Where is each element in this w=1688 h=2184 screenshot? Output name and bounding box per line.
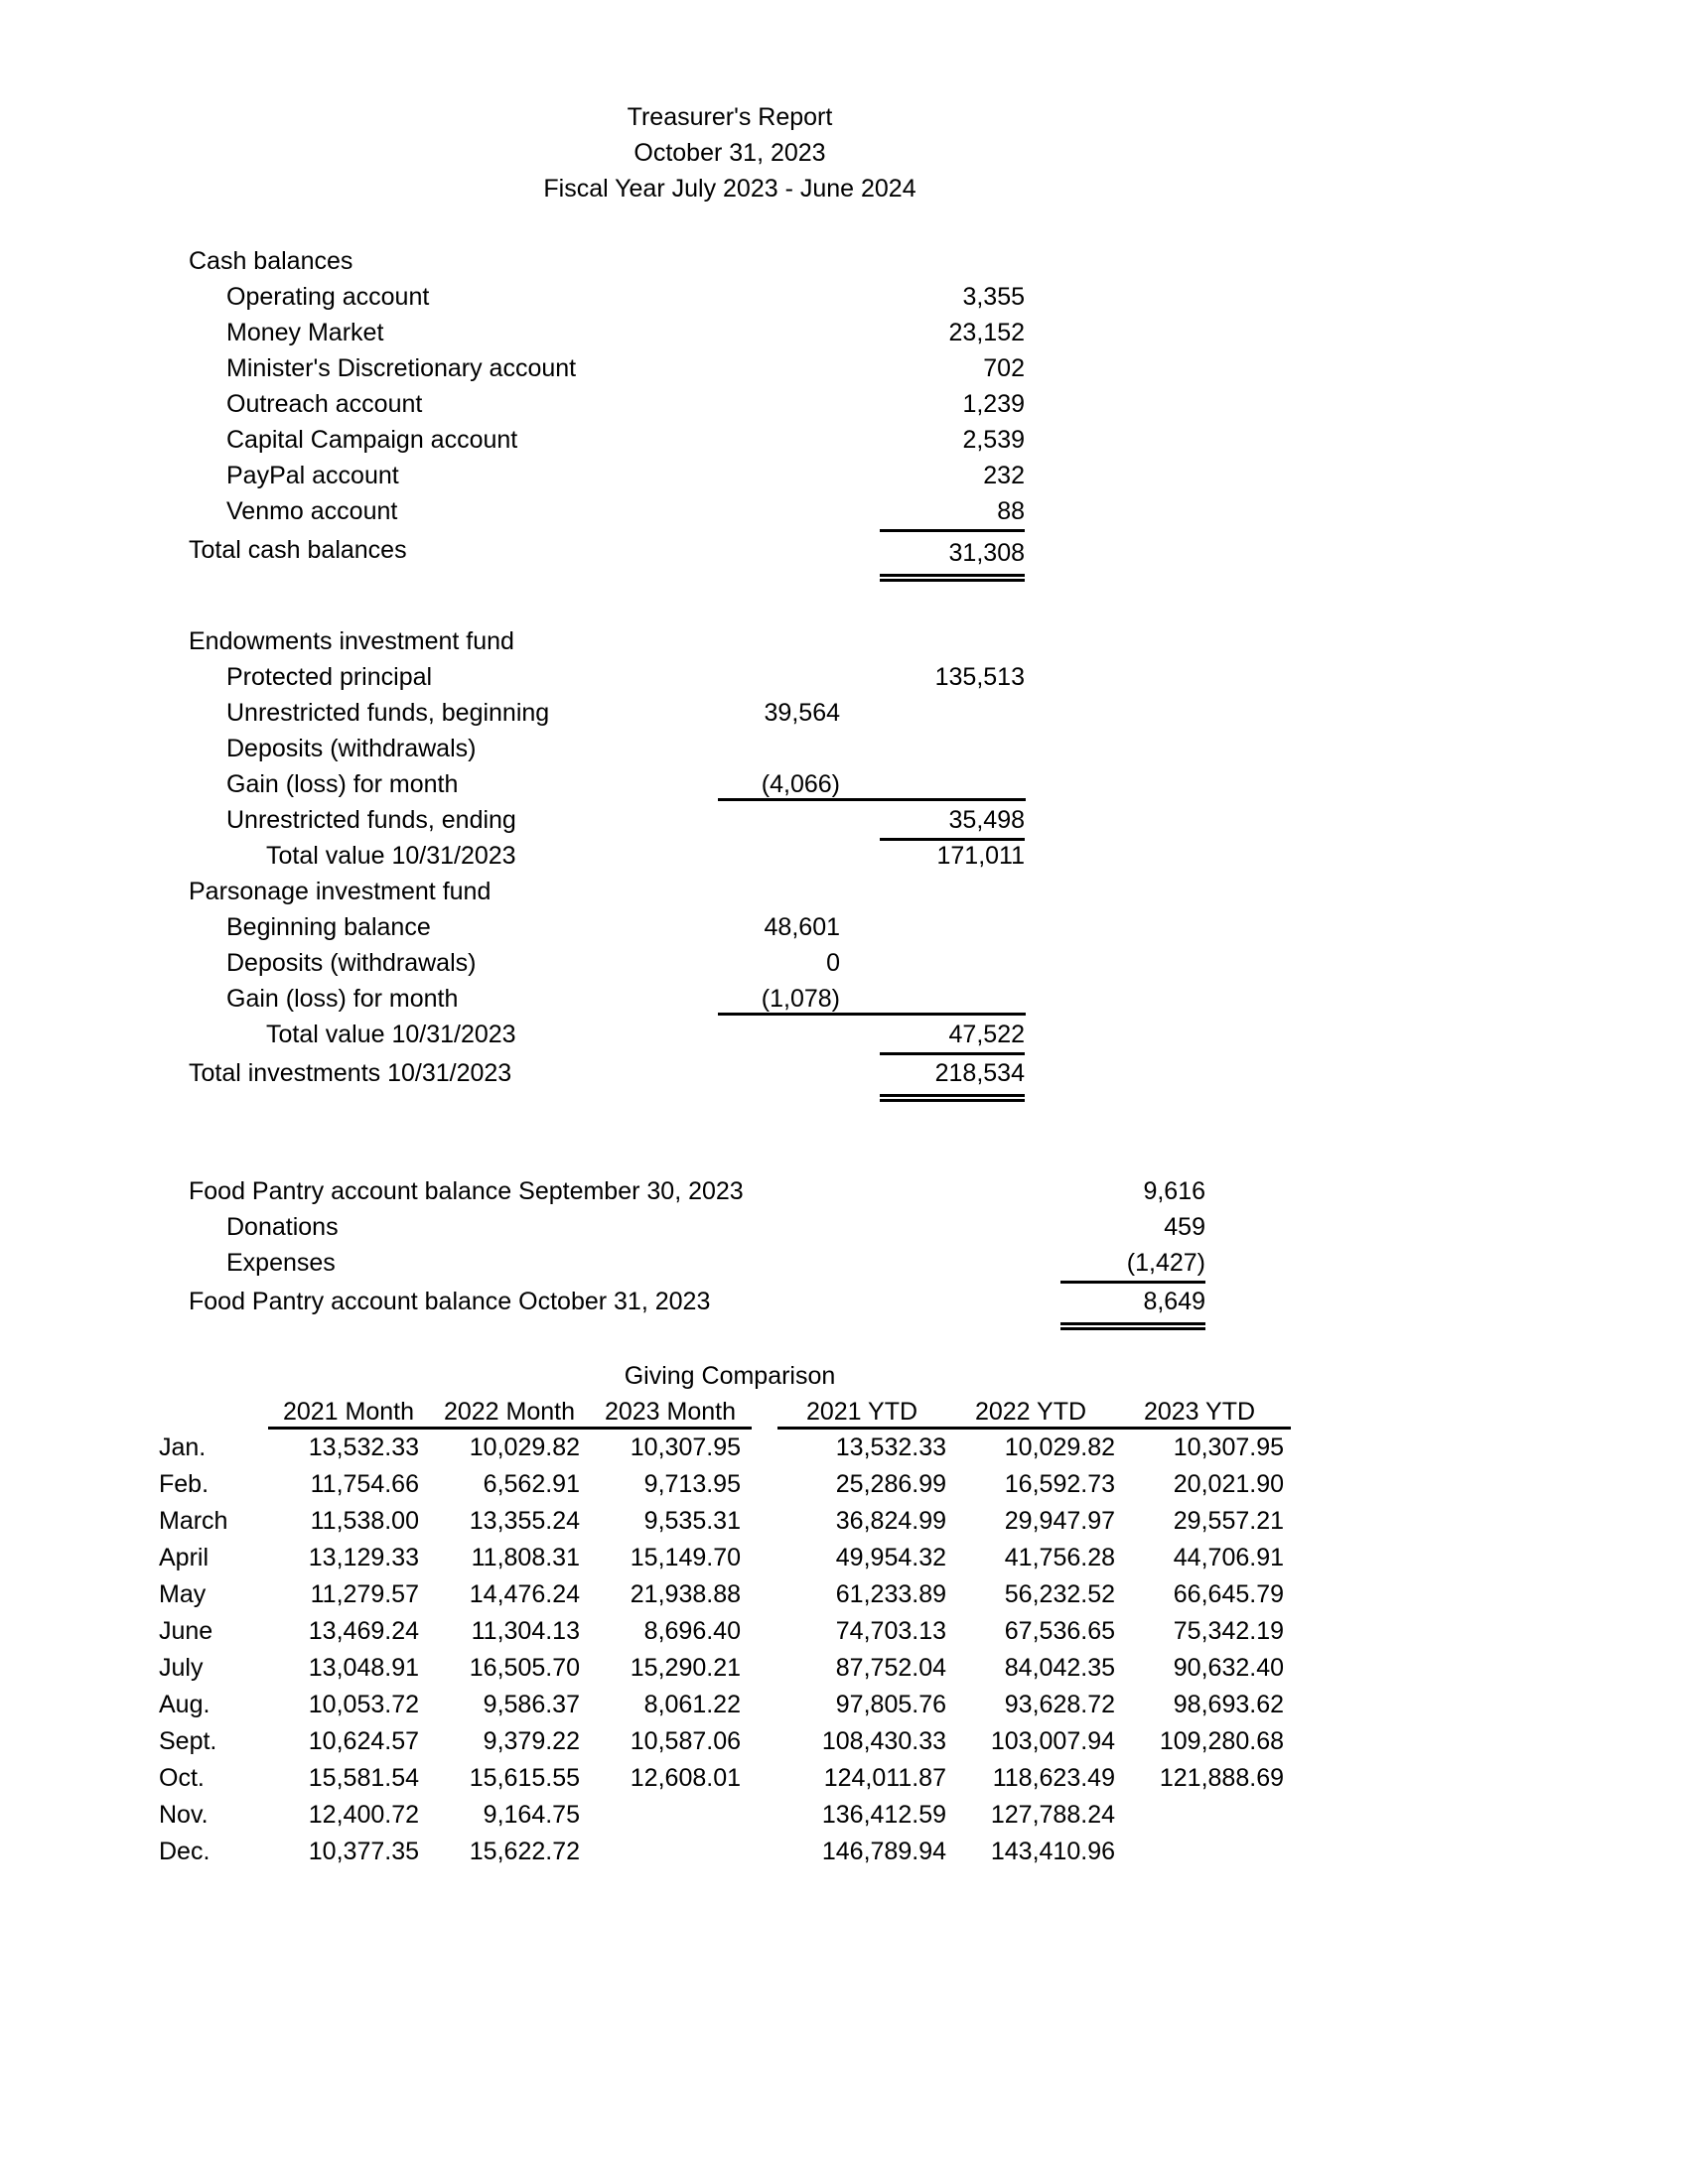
parsonage-deposits-row bbox=[0, 945, 1688, 981]
account-label: Outreach account bbox=[226, 390, 423, 418]
month-2021-value: 13,129.33 bbox=[308, 1544, 419, 1571]
line-value: (1,078) bbox=[761, 985, 840, 1013]
account-value: 1,239 bbox=[962, 390, 1025, 418]
month-label: Dec. bbox=[159, 1838, 211, 1865]
ytd-2023-value: 44,706.91 bbox=[1173, 1544, 1284, 1571]
food-closing-row bbox=[0, 1281, 1688, 1322]
ytd-2021-value: 25,286.99 bbox=[835, 1470, 946, 1498]
line-label: Food Pantry account balance September 30, 2023 bbox=[189, 1177, 744, 1205]
month-2021-value: 13,048.91 bbox=[308, 1654, 419, 1682]
line-value: (4,066) bbox=[761, 770, 840, 798]
line-value: 48,601 bbox=[764, 913, 840, 941]
line-value: (1,427) bbox=[1060, 1245, 1205, 1284]
account-label: Venmo account bbox=[226, 497, 398, 525]
section-label: Cash balances bbox=[189, 247, 353, 275]
line-label: Gain (loss) for month bbox=[226, 985, 459, 1013]
total-value: 218,534 bbox=[880, 1052, 1025, 1102]
giving-table-row bbox=[0, 1576, 1688, 1613]
cash-row bbox=[0, 386, 1688, 422]
month-label: Jan. bbox=[159, 1433, 207, 1461]
month-2021-value: 11,538.00 bbox=[310, 1507, 419, 1535]
month-2022-value: 13,355.24 bbox=[469, 1507, 580, 1535]
investments-section bbox=[0, 623, 1688, 1094]
month-label: Nov. bbox=[159, 1801, 209, 1829]
month-label: March bbox=[159, 1507, 228, 1535]
ytd-2023-value: 90,632.40 bbox=[1173, 1654, 1284, 1682]
ytd-2023-value: 66,645.79 bbox=[1173, 1580, 1284, 1608]
sum-rule bbox=[718, 1013, 1026, 1016]
account-label: PayPal account bbox=[226, 462, 399, 489]
month-2023-value: 8,696.40 bbox=[643, 1617, 741, 1645]
account-label: Capital Campaign account bbox=[226, 426, 518, 454]
ytd-2021-value: 49,954.32 bbox=[835, 1544, 946, 1571]
cash-row bbox=[0, 279, 1688, 315]
giving-table-row bbox=[0, 1760, 1688, 1797]
col-header-2021-month: 2021 Month bbox=[282, 1398, 415, 1426]
endowments-protected-row bbox=[0, 659, 1688, 695]
account-value: 88 bbox=[997, 497, 1025, 525]
month-2023-value bbox=[590, 1797, 741, 1834]
endowments-gain-row bbox=[0, 766, 1688, 802]
ytd-2023-value: 20,021.90 bbox=[1173, 1470, 1284, 1498]
month-2022-value: 11,808.31 bbox=[471, 1544, 580, 1571]
month-2022-value: 9,379.22 bbox=[483, 1727, 580, 1755]
giving-table-row bbox=[0, 1834, 1688, 1870]
ytd-2023-value bbox=[1115, 1797, 1284, 1834]
line-value: 9,616 bbox=[1143, 1177, 1205, 1205]
month-2021-value: 15,581.54 bbox=[308, 1764, 419, 1792]
endowments-heading bbox=[0, 623, 1688, 659]
month-2021-value: 10,624.57 bbox=[308, 1727, 419, 1755]
total-value: 47,522 bbox=[880, 1017, 1025, 1055]
total-label: Total value 10/31/2023 bbox=[266, 842, 516, 870]
col-header-2022-ytd: 2022 YTD bbox=[974, 1398, 1087, 1426]
investments-total-row bbox=[0, 1052, 1688, 1094]
ytd-2023-value: 75,342.19 bbox=[1173, 1617, 1284, 1645]
month-2021-value: 13,532.33 bbox=[308, 1433, 419, 1461]
report-fiscal-year: Fiscal Year July 2023 - June 2024 bbox=[543, 175, 916, 203]
food-pantry-section bbox=[0, 1173, 1688, 1322]
ytd-2021-value: 136,412.59 bbox=[821, 1801, 946, 1829]
month-label: July bbox=[159, 1654, 204, 1682]
giving-header-row bbox=[0, 1394, 1688, 1430]
col-header-2023-ytd: 2023 YTD bbox=[1143, 1398, 1256, 1426]
line-label: Gain (loss) for month bbox=[226, 770, 459, 798]
ytd-2022-value: 93,628.72 bbox=[1004, 1691, 1115, 1718]
ytd-2022-value: 143,410.96 bbox=[990, 1838, 1115, 1865]
giving-table-row bbox=[0, 1613, 1688, 1650]
account-label: Money Market bbox=[226, 319, 384, 346]
ytd-2023-value bbox=[1115, 1834, 1284, 1870]
giving-table-row bbox=[0, 1466, 1688, 1503]
section-label: Parsonage investment fund bbox=[189, 878, 492, 905]
col-header-2023-month: 2023 Month bbox=[604, 1398, 737, 1426]
line-value: 459 bbox=[1164, 1213, 1205, 1241]
month-2022-value: 11,304.13 bbox=[471, 1617, 580, 1645]
month-2023-value: 9,713.95 bbox=[643, 1470, 741, 1498]
total-value: 31,308 bbox=[880, 529, 1025, 582]
ytd-2022-value: 29,947.97 bbox=[1004, 1507, 1115, 1535]
line-label: Protected principal bbox=[226, 663, 433, 691]
total-value: 171,011 bbox=[936, 842, 1025, 870]
ytd-2022-value: 118,623.49 bbox=[992, 1764, 1115, 1792]
cash-total-row bbox=[0, 529, 1688, 571]
report-title: Treasurer's Report bbox=[627, 103, 833, 131]
giving-comparison-section bbox=[0, 1358, 1688, 1870]
ytd-2023-value: 98,693.62 bbox=[1173, 1691, 1284, 1718]
endowments-total-row bbox=[0, 838, 1688, 874]
line-label: Unrestricted funds, ending bbox=[226, 806, 516, 834]
month-2023-value: 21,938.88 bbox=[630, 1580, 741, 1608]
ytd-2021-value: 74,703.13 bbox=[835, 1617, 946, 1645]
month-2023-value: 15,290.21 bbox=[630, 1654, 741, 1682]
ytd-2021-value: 61,233.89 bbox=[835, 1580, 946, 1608]
month-2021-value: 10,377.35 bbox=[308, 1838, 419, 1865]
total-label: Total cash balances bbox=[189, 536, 407, 564]
line-label: Beginning balance bbox=[226, 913, 431, 941]
cash-row bbox=[0, 493, 1688, 529]
endowments-ending-row bbox=[0, 802, 1688, 838]
account-value: 23,152 bbox=[948, 319, 1025, 346]
giving-table-row bbox=[0, 1540, 1688, 1576]
month-label: June bbox=[159, 1617, 213, 1645]
month-2023-value: 12,608.01 bbox=[630, 1764, 741, 1792]
endowments-beginning-row bbox=[0, 695, 1688, 731]
month-2021-value: 11,279.57 bbox=[310, 1580, 419, 1608]
line-label: Deposits (withdrawals) bbox=[226, 949, 477, 977]
month-2023-value: 10,587.06 bbox=[630, 1727, 741, 1755]
ytd-2022-value: 41,756.28 bbox=[1004, 1544, 1115, 1571]
account-value: 702 bbox=[983, 354, 1025, 382]
giving-table-row bbox=[0, 1797, 1688, 1834]
cash-balances-section bbox=[0, 243, 1688, 571]
ytd-2022-value: 16,592.73 bbox=[1004, 1470, 1115, 1498]
line-value: 39,564 bbox=[764, 699, 840, 727]
giving-title: Giving Comparison bbox=[624, 1362, 836, 1390]
cash-row bbox=[0, 422, 1688, 458]
ytd-2021-value: 97,805.76 bbox=[835, 1691, 946, 1718]
giving-table-row bbox=[0, 1650, 1688, 1687]
total-value: 8,649 bbox=[1060, 1281, 1205, 1330]
food-expenses-row bbox=[0, 1245, 1688, 1281]
month-label: May bbox=[159, 1580, 207, 1608]
month-label: Sept. bbox=[159, 1727, 217, 1755]
food-opening-row bbox=[0, 1173, 1688, 1209]
food-donations-row bbox=[0, 1209, 1688, 1245]
month-2022-value: 10,029.82 bbox=[469, 1433, 580, 1461]
month-2021-value: 10,053.72 bbox=[308, 1691, 419, 1718]
account-label: Operating account bbox=[226, 283, 430, 311]
line-label: Deposits (withdrawals) bbox=[226, 735, 477, 762]
month-2023-value: 8,061.22 bbox=[643, 1691, 741, 1718]
line-label: Expenses bbox=[226, 1249, 336, 1277]
month-2023-value: 9,535.31 bbox=[643, 1507, 741, 1535]
ytd-2022-value: 56,232.52 bbox=[1004, 1580, 1115, 1608]
endowments-deposits-row bbox=[0, 731, 1688, 766]
total-label: Total value 10/31/2023 bbox=[266, 1021, 516, 1048]
month-2023-value: 15,149.70 bbox=[630, 1544, 741, 1571]
month-2022-value: 16,505.70 bbox=[469, 1654, 580, 1682]
ytd-2021-value: 108,430.33 bbox=[821, 1727, 946, 1755]
account-value: 232 bbox=[983, 462, 1025, 489]
line-value: 0 bbox=[826, 949, 840, 977]
line-value: 35,498 bbox=[880, 802, 1025, 841]
ytd-2023-value: 121,888.69 bbox=[1159, 1764, 1284, 1792]
giving-table-body bbox=[0, 1430, 1688, 1870]
account-value: 2,539 bbox=[962, 426, 1025, 454]
cash-section-heading bbox=[0, 243, 1688, 279]
cash-row bbox=[0, 315, 1688, 350]
month-2021-value: 13,469.24 bbox=[308, 1617, 419, 1645]
section-label: Endowments investment fund bbox=[189, 627, 514, 655]
ytd-2023-value: 10,307.95 bbox=[1173, 1433, 1284, 1461]
cash-row bbox=[0, 350, 1688, 386]
ytd-2023-value: 29,557.21 bbox=[1173, 1507, 1284, 1535]
parsonage-total-row bbox=[0, 1017, 1688, 1052]
month-2023-value bbox=[590, 1834, 741, 1870]
giving-table-row bbox=[0, 1430, 1688, 1466]
report-date: October 31, 2023 bbox=[633, 139, 826, 167]
col-header-2021-ytd: 2021 YTD bbox=[805, 1398, 918, 1426]
account-label: Minister's Discretionary account bbox=[226, 354, 577, 382]
parsonage-beginning-row bbox=[0, 909, 1688, 945]
giving-table-row bbox=[0, 1723, 1688, 1760]
month-label: Oct. bbox=[159, 1764, 205, 1792]
ytd-2022-value: 67,536.65 bbox=[1004, 1617, 1115, 1645]
line-value: 135,513 bbox=[934, 663, 1025, 691]
line-label: Donations bbox=[226, 1213, 339, 1241]
ytd-2021-value: 146,789.94 bbox=[821, 1838, 946, 1865]
account-value: 3,355 bbox=[962, 283, 1025, 311]
giving-table-row bbox=[0, 1503, 1688, 1540]
ytd-2022-value: 103,007.94 bbox=[990, 1727, 1115, 1755]
line-value bbox=[695, 731, 840, 766]
total-label: Total investments 10/31/2023 bbox=[189, 1059, 512, 1087]
parsonage-gain-row bbox=[0, 981, 1688, 1017]
ytd-2021-value: 87,752.04 bbox=[835, 1654, 946, 1682]
month-2022-value: 9,164.75 bbox=[483, 1801, 580, 1829]
cash-row bbox=[0, 458, 1688, 493]
sum-rule bbox=[718, 798, 1026, 801]
month-2023-value: 10,307.95 bbox=[630, 1433, 741, 1461]
month-label: Feb. bbox=[159, 1470, 210, 1498]
month-2021-value: 12,400.72 bbox=[308, 1801, 419, 1829]
report-header bbox=[0, 99, 1460, 206]
ytd-2021-value: 13,532.33 bbox=[835, 1433, 946, 1461]
month-2022-value: 6,562.91 bbox=[483, 1470, 580, 1498]
giving-table-row bbox=[0, 1687, 1688, 1723]
total-label: Food Pantry account balance October 31, 2023 bbox=[189, 1288, 711, 1315]
ytd-2021-value: 124,011.87 bbox=[823, 1764, 946, 1792]
giving-title-row bbox=[0, 1358, 1688, 1394]
month-label: Aug. bbox=[159, 1691, 211, 1718]
month-2022-value: 14,476.24 bbox=[469, 1580, 580, 1608]
line-label: Unrestricted funds, beginning bbox=[226, 699, 550, 727]
month-2021-value: 11,754.66 bbox=[310, 1470, 419, 1498]
ytd-2023-value: 109,280.68 bbox=[1159, 1727, 1284, 1755]
parsonage-heading bbox=[0, 874, 1688, 909]
ytd-2021-value: 36,824.99 bbox=[835, 1507, 946, 1535]
month-2022-value: 9,586.37 bbox=[483, 1691, 580, 1718]
ytd-2022-value: 84,042.35 bbox=[1004, 1654, 1115, 1682]
month-2022-value: 15,622.72 bbox=[469, 1838, 580, 1865]
month-2022-value: 15,615.55 bbox=[469, 1764, 580, 1792]
col-header-2022-month: 2022 Month bbox=[443, 1398, 576, 1426]
ytd-2022-value: 127,788.24 bbox=[990, 1801, 1115, 1829]
month-label: April bbox=[159, 1544, 210, 1571]
ytd-2022-value: 10,029.82 bbox=[1004, 1433, 1115, 1461]
